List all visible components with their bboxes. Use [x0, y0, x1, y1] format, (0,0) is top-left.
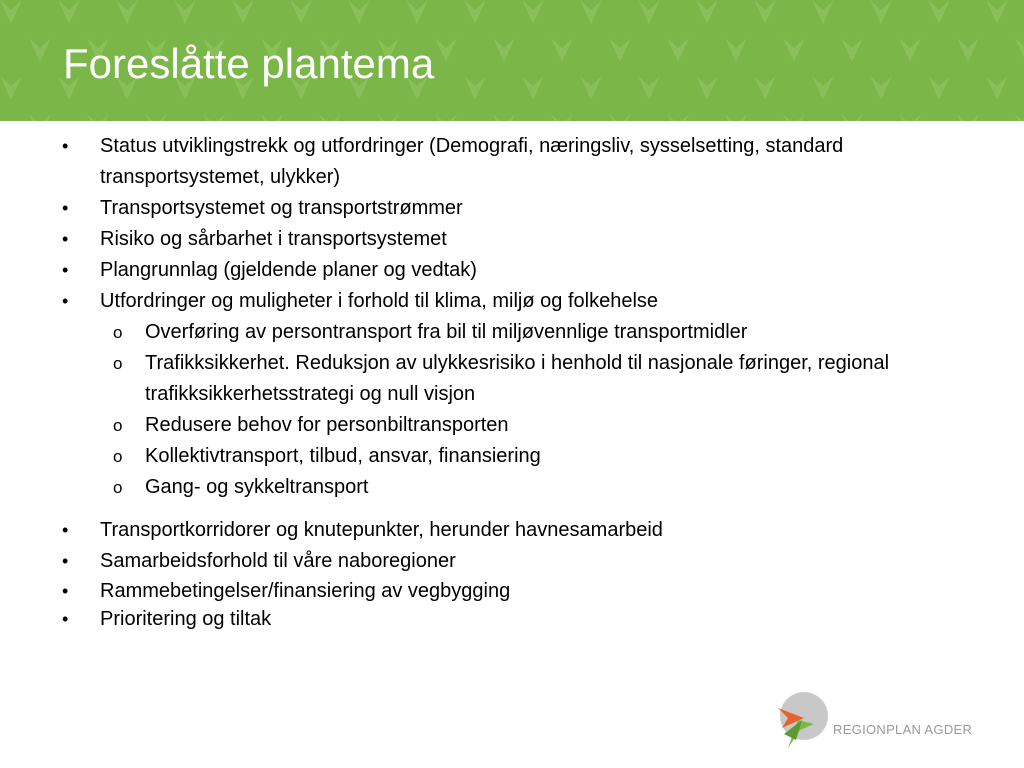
bullet-text: Transportsystemet og transportstrømmer: [100, 197, 463, 219]
sub-bullet-marker: o: [113, 478, 123, 497]
sub-bullet-marker: o: [113, 416, 123, 435]
sub-bullet-item: [0, 348, 925, 410]
bullet-item: [0, 224, 1024, 255]
bullet-marker: •: [62, 198, 69, 218]
bullet-marker: •: [62, 609, 69, 629]
slide-title: Foreslåtte plantema: [63, 40, 435, 87]
bullet-text: Risiko og sårbarhet i transportsystemet: [100, 228, 447, 250]
bullet-item: [0, 193, 1024, 224]
bullet-item: [0, 605, 1024, 633]
bullet-item: [0, 546, 1024, 577]
bullet-item: [0, 515, 1024, 546]
sub-bullet-marker: o: [113, 447, 123, 466]
sub-bullet-marker: o: [113, 323, 123, 342]
sub-bullet-text: Overføring av persontransport fra bil til miljøvennlige transportmidler: [145, 321, 748, 343]
sub-bullet-marker: o: [113, 354, 123, 373]
sub-bullet-text: Redusere behov for personbiltransporten: [145, 414, 509, 436]
bullet-text: Plangrunnlag (gjeldende planer og vedtak): [100, 259, 477, 281]
bullet-marker: •: [62, 520, 69, 540]
bullet-text: Transportkorridorer og knutepunkter, herunder havnesamarbeid: [100, 519, 663, 541]
bullet-marker: •: [62, 581, 69, 601]
sub-bullet-text: Trafikksikkerhet. Reduksjon av ulykkesrisiko i henhold til nasjonale føringer, regional trafikksikkerhetsstrategi og null visjon: [145, 352, 890, 405]
bullet-text: Status utviklingstrekk og utfordringer (Demografi, næringsliv, sysselsetting, standard transportsystemet, ulykker): [100, 135, 844, 188]
bullet-list: [0, 131, 1024, 633]
sub-bullet-item: [0, 472, 1024, 503]
sub-bullet-text: Gang- og sykkeltransport: [145, 476, 369, 498]
sub-bullet-item: [0, 317, 1024, 348]
bullet-item: [0, 255, 1024, 286]
bullet-marker: •: [62, 229, 69, 249]
bullet-text: Prioritering og tiltak: [100, 608, 272, 630]
bullet-item: [0, 131, 960, 193]
bullet-text: Samarbeidsforhold til våre naboregioner: [100, 550, 456, 572]
bullet-marker: •: [62, 136, 69, 156]
list-spacer: [0, 503, 1024, 515]
logo-text: REGIONPLAN AGDER: [833, 722, 973, 737]
slide-header: [0, 0, 1024, 121]
bullet-item: [0, 286, 1024, 317]
bullet-item: [0, 577, 1024, 605]
bullet-marker: •: [62, 291, 69, 311]
sub-bullet-item: [0, 441, 1024, 472]
bullet-marker: •: [62, 551, 69, 571]
bullet-text: Rammebetingelser/finansiering av vegbygging: [100, 580, 511, 602]
sub-bullet-item: [0, 410, 1024, 441]
bullet-marker: •: [62, 260, 69, 280]
bullet-text: Utfordringer og muligheter i forhold til klima, miljø og folkehelse: [100, 290, 659, 312]
sub-bullet-text: Kollektivtransport, tilbud, ansvar, finansiering: [145, 445, 541, 467]
